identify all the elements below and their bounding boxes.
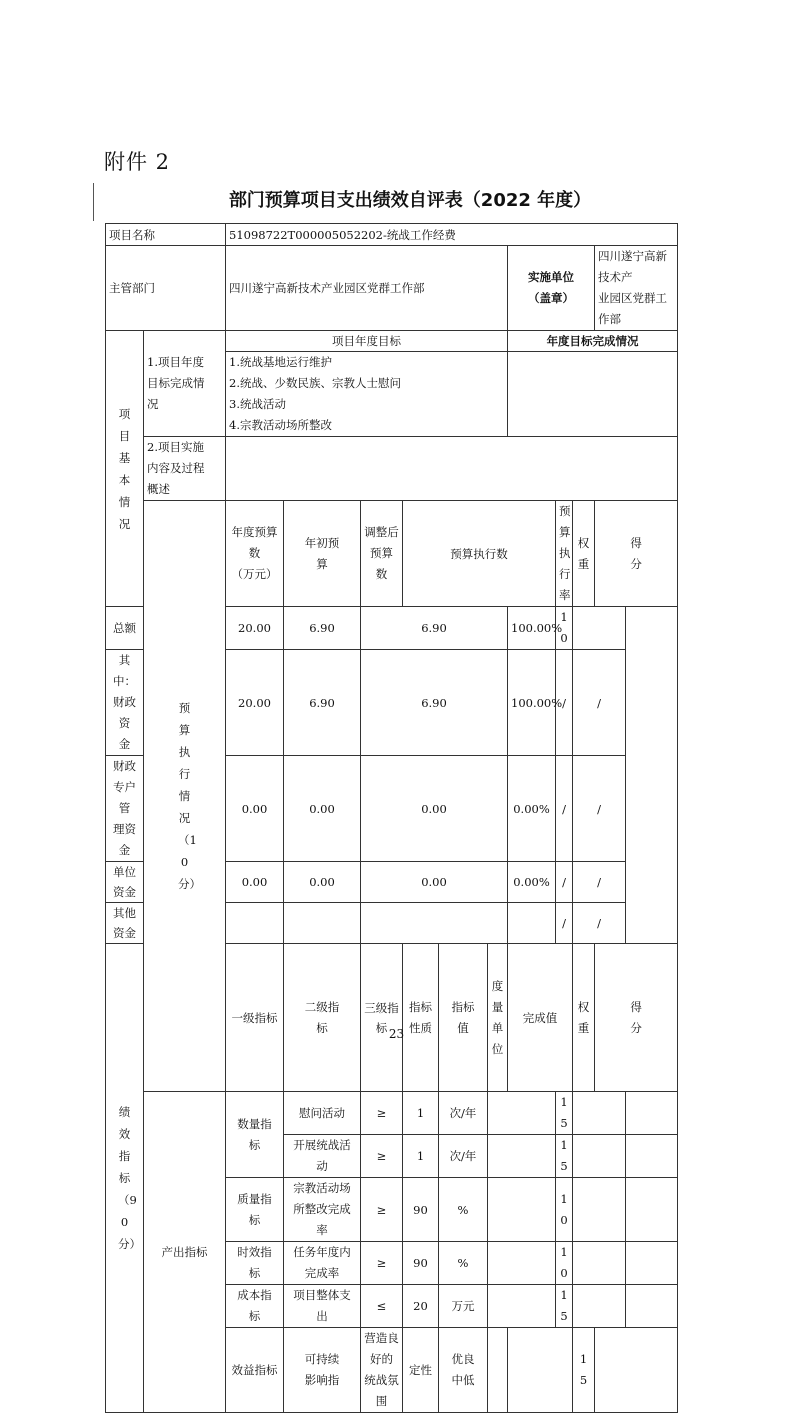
h-perf-weight-line-2: 重 (577, 1020, 590, 1035)
impl-value (226, 437, 678, 501)
completion-header: 年度目标完成情况 (508, 331, 678, 352)
output-indicator-label: 产出指标 (144, 1092, 226, 1413)
sustain-label-line-2: 影响指 (304, 1373, 340, 1387)
budget-section-text: 预算执行情况 (178, 701, 191, 825)
indicator-done (488, 1135, 556, 1178)
budget-initial: 20.00 (226, 607, 284, 650)
margin-line (93, 183, 94, 221)
h-initial-line-2: 算 (316, 556, 328, 571)
impl-unit-line-2: 业园区党群工作部 (598, 291, 667, 326)
indicator-weight-line-2: 5 (560, 1116, 568, 1130)
dept-label: 主管部门 (106, 246, 226, 331)
h-exec-budget: 预算执行数 (403, 501, 556, 607)
goal-label-line-1: 1.项目年度 (147, 355, 204, 369)
indicator-score (573, 1285, 626, 1328)
indicator-weight-line-1: 1 (560, 1288, 568, 1302)
goal-label-line-2: 目标完成情 (147, 376, 205, 390)
h-level3: 三级指标 (361, 944, 403, 1092)
h-value (439, 944, 488, 1092)
indicator-value-line-1: 优良 (451, 1352, 475, 1366)
h-unit-line-1: 度量 (491, 978, 504, 1014)
indicator-value: 1 (403, 1092, 439, 1135)
budget-score: / (573, 862, 626, 903)
impl-unit-label-line-1: 实施单位 (528, 270, 574, 284)
indicator-weight-line-1: 1 (560, 1245, 568, 1259)
performance-section-score: （90分） (118, 1193, 141, 1251)
budget-weight: / (556, 903, 573, 944)
indicator-unit (488, 1328, 508, 1413)
time-label-line-2: 标 (248, 1266, 261, 1280)
budget-rate: 0.00% (508, 756, 556, 862)
dept-value: 四川遂宁高新技术产业园区党群工作部 (226, 246, 508, 331)
h-initial-line-1: 年初预 (304, 535, 340, 550)
quality-indicator-label (226, 1178, 284, 1242)
goal-item: 3.统战活动 (229, 397, 286, 411)
indicator-weight-line-2: 5 (560, 1309, 568, 1323)
project-info-section-text: 项目基本情况 (118, 406, 131, 531)
indicator-weight (556, 1092, 573, 1135)
indicator-reason (626, 1178, 678, 1242)
indicator-reason (626, 1242, 678, 1285)
h-value-line-2: 值 (457, 1020, 469, 1035)
indicator-score (573, 1178, 626, 1242)
self-evaluation-table (105, 223, 678, 1413)
h-unit-line-2: 单位 (491, 1020, 504, 1056)
budget-score: / (573, 756, 626, 862)
project-name-value: 51098722T000005052202-统战工作经费 (226, 224, 678, 246)
budget-row-label: 总额 (106, 607, 144, 650)
impl-label-line-1: 2.项目实施 (147, 440, 204, 454)
h-rate-line-2: 率 (559, 588, 571, 602)
indicator-value: 1 (403, 1135, 439, 1178)
budget-adjusted: 0.00 (284, 756, 361, 862)
performance-section-text: 绩效指标 (118, 1105, 131, 1185)
h-annual-line-2: （万元） (231, 567, 278, 581)
budget-exec: 0.00 (361, 756, 508, 862)
h-score (595, 501, 678, 607)
indicator-weight (573, 1328, 595, 1413)
page-title: 部门预算项目支出绩效自评表（2022 年度） (228, 190, 592, 211)
h-perf-score-line-2: 分 (630, 1020, 642, 1035)
h-nature-line-2: 性质 (409, 1020, 432, 1035)
indicator-level3 (284, 1285, 361, 1328)
indicator-weight-line-1: 1 (560, 1191, 568, 1206)
indicator-unit: % (439, 1242, 488, 1285)
quantity-label-line-1: 数量指 (237, 1116, 272, 1131)
budget-reason (626, 607, 678, 944)
budget-initial: 0.00 (226, 756, 284, 862)
indicator-done (488, 1242, 556, 1285)
h-weight-line-1: 权 (577, 535, 590, 550)
indicator-level3-line-1: 营造良好的 (364, 1331, 399, 1366)
indicator-unit: 次/年 (439, 1135, 488, 1178)
h-perf-weight-line-1: 权 (577, 999, 590, 1014)
quality-label-line-2: 标 (248, 1212, 261, 1227)
cost-indicator-label (226, 1285, 284, 1328)
budget-score (573, 607, 626, 650)
indicator-weight-line-2: 0 (560, 1212, 568, 1227)
h-annual-budget (226, 501, 284, 607)
indicator-value: 90 (403, 1178, 439, 1242)
indicator-level3 (361, 1328, 403, 1413)
budget-row-label: 其他资金 (106, 903, 144, 944)
indicator-level3-line-1: 任务年度内 (293, 1245, 351, 1259)
indicator-level3-line-3: 率 (316, 1223, 328, 1237)
h-nature-line-1: 指标 (409, 999, 432, 1014)
budget-section-score: （10分） (178, 833, 201, 891)
h-adjusted-line-2: 数 (375, 567, 388, 581)
budget-weight: / (556, 756, 573, 862)
indicator-level3-line-2: 统战氛围 (364, 1373, 399, 1408)
budget-adjusted (284, 903, 361, 944)
goal-item: 1.统战基地运行维护 (229, 355, 332, 369)
completion-value (508, 352, 678, 437)
budget-exec: 6.90 (361, 607, 508, 650)
h-level2-line-1: 二级指 (304, 999, 340, 1014)
budget-row-label: 单位资金 (106, 862, 144, 903)
indicator-weight-line-1: 1 (579, 1352, 588, 1366)
h-unit (488, 944, 508, 1092)
indicator-level3 (284, 1242, 361, 1285)
indicator-weight-line-2: 5 (579, 1373, 588, 1387)
goal-label-line-3: 况 (147, 397, 159, 411)
budget-weight-line-2: 0 (560, 631, 568, 645)
indicator-level3: 慰问活动 (284, 1092, 361, 1135)
h-initial-budget (284, 501, 361, 607)
indicator-level3 (284, 1178, 361, 1242)
budget-adjusted: 6.90 (284, 650, 361, 756)
indicator-reason (626, 1092, 678, 1135)
quantity-indicator-label (226, 1092, 284, 1178)
h-perf-score (595, 944, 678, 1092)
budget-label-line-1: 财政专户管 (113, 759, 136, 815)
sustain-label-line-1: 可持续 (304, 1352, 340, 1366)
indicator-nature: ≥ (361, 1092, 403, 1135)
h-adjusted-budget (361, 501, 403, 607)
benefit-indicator-label: 效益指标 (226, 1328, 284, 1413)
impl-unit-value (595, 246, 678, 331)
cost-label-line-1: 成本指 (237, 1288, 272, 1302)
budget-weight: / (556, 862, 573, 903)
budget-rate: 100.00% (508, 607, 556, 650)
indicator-nature: 定性 (403, 1328, 439, 1413)
indicator-score (573, 1092, 626, 1135)
indicator-reason (626, 1135, 678, 1178)
budget-initial (226, 903, 284, 944)
indicator-level3-line-1: 项目整体支 (293, 1288, 351, 1302)
indicator-level3-line-2: 出 (316, 1309, 328, 1323)
indicator-weight (556, 1178, 573, 1242)
goal-item: 4.宗教活动场所整改 (229, 418, 332, 432)
indicator-done (488, 1092, 556, 1135)
time-label-line-1: 时效指 (237, 1245, 272, 1259)
h-done: 完成值 (508, 944, 573, 1092)
indicator-level3-line-2: 完成率 (304, 1266, 340, 1280)
budget-label-line-2: 金 (118, 737, 131, 751)
indicator-value (439, 1328, 488, 1413)
impl-unit-line-1: 四川遂宁高新技术产 (598, 249, 667, 284)
budget-exec: 0.00 (361, 862, 508, 903)
budget-row-label (106, 650, 144, 756)
budget-row-label (106, 756, 144, 862)
indicator-level3-line-1: 开展统战活 (293, 1138, 351, 1152)
budget-adjusted: 6.90 (284, 607, 361, 650)
budget-label-line-1: 其中：财政资 (113, 653, 136, 730)
h-level2-line-2: 标 (316, 1020, 328, 1035)
indicator-done (508, 1328, 573, 1413)
budget-section-label (144, 501, 226, 1092)
h-adjusted-line-1: 调整后预算 (364, 525, 399, 560)
indicator-level3-line-1: 宗教活动场 (293, 1181, 351, 1195)
budget-exec: 6.90 (361, 650, 508, 756)
project-name-label: 项目名称 (106, 224, 226, 246)
h-exec-rate (556, 501, 573, 607)
indicator-weight (556, 1135, 573, 1178)
budget-rate (508, 903, 556, 944)
indicator-unit: % (439, 1178, 488, 1242)
h-annual-line-1: 年度预算数 (231, 525, 278, 560)
indicator-nature: ≥ (361, 1178, 403, 1242)
h-value-line-1: 指标 (451, 999, 475, 1014)
impl-label-line-2: 内容及过程 (147, 461, 205, 475)
annual-goals-list (226, 352, 508, 437)
h-level2 (284, 944, 361, 1092)
budget-weight: / (556, 650, 573, 756)
indicator-weight-line-1: 1 (560, 1095, 568, 1109)
budget-exec (361, 903, 508, 944)
impl-unit-label (508, 246, 595, 331)
h-score-line-2: 分 (630, 556, 642, 571)
impl-label-line-3: 概述 (147, 482, 170, 496)
indicator-level3-line-2: 动 (316, 1159, 328, 1173)
indicator-value: 20 (403, 1285, 439, 1328)
indicator-level3-line-2: 所整改完成 (293, 1202, 351, 1216)
quality-label-line-1: 质量指 (237, 1191, 272, 1206)
indicator-weight (556, 1285, 573, 1328)
cost-label-line-2: 标 (248, 1309, 261, 1323)
indicator-weight-line-2: 0 (560, 1266, 568, 1280)
indicator-nature: ≤ (361, 1285, 403, 1328)
indicator-unit: 万元 (439, 1285, 488, 1328)
impl-label (144, 437, 226, 501)
performance-section-label (106, 944, 144, 1413)
attachment-label: 附件 2 (104, 150, 171, 174)
time-indicator-label (226, 1242, 284, 1285)
indicator-unit: 次/年 (439, 1092, 488, 1135)
indicator-done (488, 1178, 556, 1242)
h-level1: 一级指标 (226, 944, 284, 1092)
indicator-done (488, 1285, 556, 1328)
h-score-line-1: 得 (630, 535, 642, 550)
quantity-label-line-2: 标 (248, 1137, 261, 1152)
h-perf-weight (573, 944, 595, 1092)
budget-adjusted: 0.00 (284, 862, 361, 903)
indicator-value: 90 (403, 1242, 439, 1285)
indicator-weight (556, 1242, 573, 1285)
project-info-section-label (106, 331, 144, 607)
budget-rate: 0.00% (508, 862, 556, 903)
budget-weight-line-1: 1 (560, 610, 568, 624)
goal-label (144, 331, 226, 437)
indicator-score (595, 1328, 678, 1413)
budget-initial: 20.00 (226, 650, 284, 756)
budget-label-line-2: 理资金 (113, 822, 136, 857)
h-nature (403, 944, 439, 1092)
indicator-row (106, 1092, 678, 1135)
indicator-weight-line-1: 1 (560, 1138, 568, 1152)
indicator-value-line-2: 中低 (451, 1373, 475, 1387)
budget-score: / (573, 903, 626, 944)
h-perf-score-line-1: 得 (630, 999, 642, 1014)
budget-rate: 100.00% (508, 650, 556, 756)
indicator-weight-line-2: 5 (560, 1159, 568, 1173)
h-rate-line-1: 预算执行 (559, 504, 571, 581)
goal-item: 2.统战、少数民族、宗教人士慰问 (229, 376, 401, 390)
indicator-reason (626, 1285, 678, 1328)
indicator-level3 (284, 1135, 361, 1178)
h-weight-line-2: 重 (577, 556, 590, 571)
budget-initial: 0.00 (226, 862, 284, 903)
h-weight (573, 501, 595, 607)
sustain-indicator-label (284, 1328, 361, 1413)
indicator-score (573, 1135, 626, 1178)
budget-score: / (573, 650, 626, 756)
annual-goal-header: 项目年度目标 (226, 331, 508, 352)
indicator-score (573, 1242, 626, 1285)
page-number: 23 (388, 1027, 405, 1041)
indicator-nature: ≥ (361, 1242, 403, 1285)
impl-unit-label-line-2: （盖章） (528, 291, 574, 305)
indicator-nature: ≥ (361, 1135, 403, 1178)
